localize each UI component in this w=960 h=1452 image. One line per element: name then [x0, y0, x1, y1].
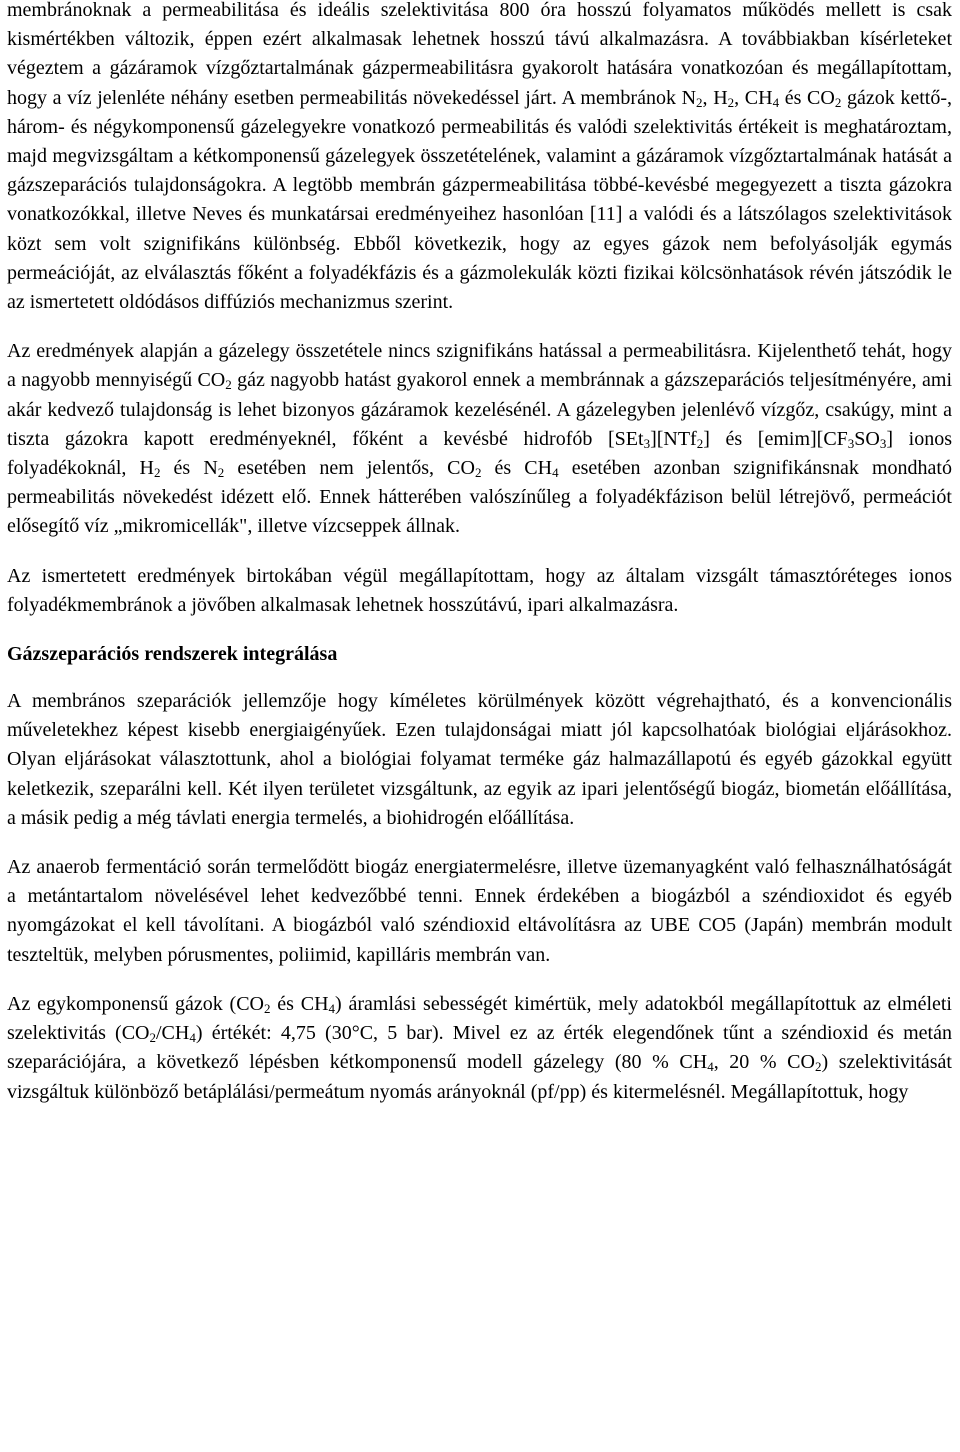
subscript: 4	[189, 1030, 196, 1046]
subscript: 3	[847, 435, 855, 451]
subscript: 2	[727, 94, 735, 110]
subscript: 2	[225, 377, 232, 393]
text-run: ) értékét: 4,75 (30°C, 5 bar). Mivel ez az érték elegendőnek tűnt a széndioxid és metán szeparációjára, a következő lépésben kétkomponensű modell gázelegy (80 % CH	[7, 1022, 952, 1074]
text-run: SO	[854, 427, 880, 450]
text-run: és N	[160, 457, 218, 480]
text-run: , CH	[734, 86, 773, 109]
paragraph-gap	[7, 970, 952, 990]
paragraph-gap	[7, 620, 952, 640]
subscript: 2	[834, 94, 842, 110]
text-run: esetében nem jelentős, CO	[224, 457, 475, 480]
subscript: 2	[474, 465, 482, 481]
subscript: 3	[879, 435, 887, 451]
subscript: 4	[552, 465, 559, 481]
subscript: 3	[643, 435, 651, 451]
subscript: 2	[696, 94, 703, 110]
text-run: esetében azonban szignifikánsnak mondható permeabilitás növekedést idézett elő. Ennek hátterében valószínűleg a folyadékfázison belül létrejövő, permeációt elősegítő víz „mikromicellák", illetve vízcseppek állnak.	[7, 457, 952, 538]
text-run: membránoknak a permeabilitása és ideális szelektivitása 800 óra hosszú folyamatos működés mellett is csak kismértékben változik, éppen ezért alkalmasak lehetnek hosszú távú alkalmazásra. A továbbiakban kísérleteket végeztem a gázáramok vízgőztartalmának gázpermeabilitásra gyakorolt hatására vonatkozóan és megállapítottam, hogy a víz jelenléte néhány esetben permeabilitás növekedéssel járt. A membránok N	[7, 0, 952, 109]
text-run: Az eredmények alapján a gázelegy összetétele nincs szignifikáns hatással a permeabilitásra. Kijelenthető tehát, hogy a nagyobb mennyiségű CO	[7, 340, 952, 392]
text-run: ) szelektivitását vizsgáltuk különböző betáplálási/permeátum nyomás arányoknál (pf/pp) és kitermelésnél. Megállapítottuk, hogy	[7, 1051, 952, 1103]
paragraph-gap	[7, 317, 952, 337]
subscript: 2	[153, 465, 161, 481]
subscript: 2	[149, 1030, 156, 1046]
subscript: 2	[814, 1059, 822, 1075]
text-run: és CH	[481, 457, 553, 480]
text-run: ) áramlási sebességét kimértük, mely adatokból megállapítottuk az elméleti szelektivitás (CO	[7, 992, 952, 1045]
text-run: gáz nagyobb hatást gyakorol ennek a membránnak a gázszeparációs teljesítményére, ami akár kedvező tulajdonság is lehet bizonyos gázáramok kezelésénél. A gázelegyben jelenlévő vízgőz, csakúgy, mint a tiszta gázokra kapott eredményeknél, főként a kevésbé hidrofób [SEt	[7, 369, 952, 450]
section-heading: Gázszeparációs rendszerek integrálása	[7, 643, 338, 666]
paragraph-single-component-gases	[7, 990, 952, 1107]
text-run: ] ionos folyadékoknál, H	[7, 427, 953, 480]
text-run: és CH	[270, 992, 329, 1015]
subscript: 4	[707, 1059, 714, 1075]
paragraph-biogas: Az anaerob fermentáció során termelődött biogáz energiatermelésre, illetve üzemanyagként való felhasználhatóságát a metántartalom növelésével lehet kedvezőbbé tenni. Ennek érdekében a biogázból a széndioxidot és egyéb nyomgázokat el kell távolítani. A biogázból való széndioxid eltávolításra az UBE CO5 (Japán) membrán modult teszteltük, melyben pórusmentes, poliimid, kapilláris membrán van.	[7, 856, 952, 966]
paragraph-gap	[7, 833, 952, 853]
paragraph-conclusion: Az ismertetett eredmények birtokában végül megállapítottam, hogy az általam vizsgált támasztóréteges ionos folyadékmembránok a jövőben alkalmasak lehetnek hosszútávú, ipari alkalmazásra.	[7, 564, 952, 616]
paragraph-permeability-results	[7, 0, 952, 317]
paragraph-membrane-separation: A membrános szeparációk jellemzője hogy kíméletes körülmények között végrehajtható, és a konvencionális műveletekhez képest kisebb energiaigényűek. Ezen tulajdonságai miatt jól kapcsolhatóak biológiai eljárásokhoz. Olyan eljárásokat választottunk, ahol a biológiai folyamat terméke gáz halmazállapotú és egyéb gázokkal együtt keletkezik, szeparálni kell. Két ilyen területet vizsgáltunk, az egyik az ipari jelentőségű biogáz, biometán előállítása, a másik pedig a még távlati energia termelés, a biohidrogén előállítása.	[7, 690, 952, 829]
paragraph-gas-mixture-composition	[7, 337, 952, 541]
subscript: 2	[264, 1000, 271, 1016]
text-run: , 20 % CO	[713, 1051, 815, 1074]
paragraph-gap	[7, 542, 952, 562]
subscript: 2	[217, 465, 225, 481]
text-run: Az egykomponensű gázok (CO	[7, 992, 264, 1015]
text-run: /CH	[156, 1022, 190, 1045]
text-run: , H	[702, 86, 728, 109]
text-run: ] és [emim][CF	[703, 427, 848, 450]
text-run: és CO	[779, 86, 835, 109]
paragraph-gap	[7, 669, 952, 687]
text-run: ][NTf	[650, 427, 697, 450]
subscript: 2	[696, 435, 704, 451]
text-run: gázok kettő-, három- és négykomponensű gázelegyekre vonatkozó permeabilitás és valódi szelektivitás értékeit is meghatároztam, majd megvizsgáltam a kétkomponensű gázelegyek összetételének, valamint a gázáramok vízgőztartalmának hatását a gázszeparációs tulajdonságokra. A legtöbb membrán gázpermeabilitása többé-kevésbé megegyezett a tiszta gázokra vonatkozókkal, illetve Neves és munkatársai eredményeihez hasonlóan [11] a valódi és a látszólagos szelektivitások közt sem volt szignifikáns különbség. Ebből következik, hogy az egyes gázok nem befolyásolják egymás permeációját, az elválasztás főként a folyadékfázis és a gázmolekulák közti fizikai kölcsönhatások révén játszódik le az ismertetett oldódásos diffúziós mechanizmus szerint.	[7, 86, 952, 314]
subscript: 4	[328, 1000, 336, 1016]
subscript: 4	[772, 94, 780, 110]
